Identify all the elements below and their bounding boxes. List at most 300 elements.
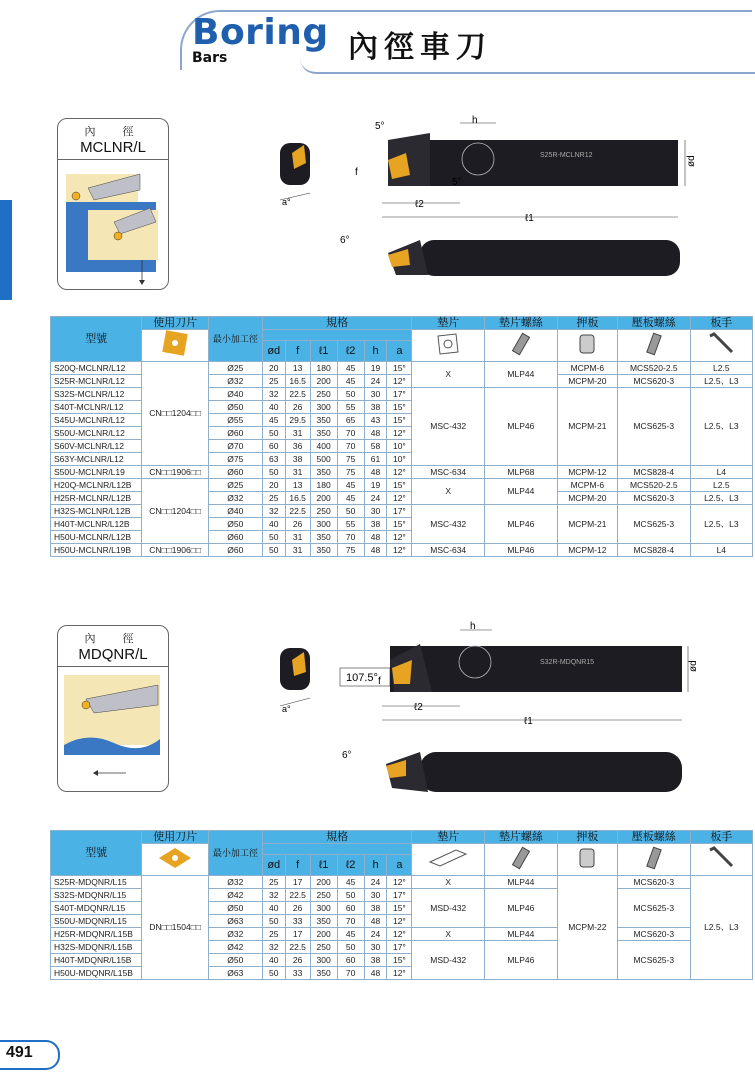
spec-l1-cell: 500 bbox=[310, 453, 337, 466]
clamp-cell: MCPM-12 bbox=[557, 544, 617, 557]
spec-a-cell: 12° bbox=[387, 466, 412, 479]
spec-a-cell: 12° bbox=[387, 544, 412, 557]
clamp-cell: MCPM-22 bbox=[557, 876, 617, 980]
spec-l2-cell: 75 bbox=[337, 544, 364, 557]
spec-a-cell: 12° bbox=[387, 375, 412, 388]
model-cell: S20Q-MCLNR/L12 bbox=[51, 362, 142, 375]
spec-d-cell: 20 bbox=[262, 479, 285, 492]
model-cell: S40T-MDQNR/L15 bbox=[51, 902, 142, 915]
shim-cell: X bbox=[412, 876, 485, 889]
col-a: a bbox=[387, 855, 412, 876]
spec-h-cell: 48 bbox=[364, 967, 387, 980]
min-bore-cell: Ø50 bbox=[208, 902, 262, 915]
col-f: f bbox=[285, 855, 310, 876]
spec-l1-cell: 350 bbox=[310, 544, 337, 557]
wrench-cell: L2.5、L3 bbox=[690, 388, 752, 466]
col-l2: ℓ2 bbox=[337, 341, 364, 362]
min-bore-cell: Ø55 bbox=[208, 414, 262, 427]
spec-h-cell: 38 bbox=[364, 401, 387, 414]
title-subtitle: Bars bbox=[192, 50, 228, 66]
type-label: 內 徑 bbox=[84, 126, 142, 138]
spec-d-cell: 32 bbox=[262, 505, 285, 518]
min-bore-cell: Ø70 bbox=[208, 440, 262, 453]
clamp-cell: MCPM-6 bbox=[557, 362, 617, 375]
spec-l2-cell: 50 bbox=[337, 889, 364, 902]
min-bore-cell: Ø32 bbox=[208, 876, 262, 889]
spec-a-cell: 15° bbox=[387, 362, 412, 375]
od-dim-label: ød bbox=[688, 660, 699, 672]
shim-cell: X bbox=[412, 362, 485, 388]
spec-d-cell: 32 bbox=[262, 889, 285, 902]
spec-d-cell: 50 bbox=[262, 544, 285, 557]
spec-f-cell: 22.5 bbox=[285, 889, 310, 902]
spec-l2-cell: 75 bbox=[337, 453, 364, 466]
type-box-mclnr bbox=[57, 118, 169, 290]
spec-l1-cell: 250 bbox=[310, 889, 337, 902]
clamp-cell: MCPM-21 bbox=[557, 388, 617, 466]
spec-d-cell: 50 bbox=[262, 915, 285, 928]
model-cell: S32S-MCLNR/L12 bbox=[51, 388, 142, 401]
spec-a-cell: 17° bbox=[387, 505, 412, 518]
spec-h-cell: 48 bbox=[364, 915, 387, 928]
model-cell: H32S-MDQNR/L15B bbox=[51, 941, 142, 954]
spec-h-cell: 24 bbox=[364, 928, 387, 941]
page-number: 491 bbox=[6, 1044, 33, 1061]
spec-f-cell: 22.5 bbox=[285, 505, 310, 518]
table-row bbox=[51, 362, 753, 375]
min-bore-cell: Ø40 bbox=[208, 505, 262, 518]
spec-h-cell: 61 bbox=[364, 453, 387, 466]
shim-icon bbox=[412, 330, 485, 362]
spec-l2-cell: 45 bbox=[337, 876, 364, 889]
spec-f-cell: 16.5 bbox=[285, 492, 310, 505]
spec-a-cell: 15° bbox=[387, 518, 412, 531]
spec-a-cell: 15° bbox=[387, 414, 412, 427]
model-cell: S63Y-MCLNR/L12 bbox=[51, 453, 142, 466]
mclnr-tool-drawing bbox=[270, 115, 710, 285]
type-label: 內 徑 bbox=[84, 633, 142, 645]
model-cell: H50U-MDQNR/L15B bbox=[51, 967, 142, 980]
spec-a-cell: 12° bbox=[387, 967, 412, 980]
h-dim-label: h bbox=[470, 621, 476, 632]
shim-screw-cell: MLP46 bbox=[485, 544, 558, 557]
model-cell: H50U-MCLNR/L19B bbox=[51, 544, 142, 557]
angle-label: 107.5° bbox=[346, 672, 378, 684]
wrench-cell: L4 bbox=[690, 544, 752, 557]
model-cell: S25R-MCLNR/L12 bbox=[51, 375, 142, 388]
spec-f-cell: 31 bbox=[285, 427, 310, 440]
spec-l1-cell: 300 bbox=[310, 954, 337, 967]
spec-a-cell: 15° bbox=[387, 479, 412, 492]
tool-marking: S25R-MCLNR12 bbox=[540, 152, 593, 159]
spec-f-cell: 38 bbox=[285, 453, 310, 466]
type-code: MCLNR/L bbox=[58, 139, 168, 160]
min-bore-cell: Ø60 bbox=[208, 427, 262, 440]
insert-cell: CN□□1906□□ bbox=[142, 544, 208, 557]
col-wrench: 板手 bbox=[690, 317, 752, 330]
wrench-cell: L2.5 bbox=[690, 362, 752, 375]
spec-l1-cell: 300 bbox=[310, 902, 337, 915]
col-clamp: 押板 bbox=[557, 317, 617, 330]
spec-l1-cell: 250 bbox=[310, 388, 337, 401]
shim-cell: MSC-432 bbox=[412, 505, 485, 544]
spec-f-cell: 31 bbox=[285, 544, 310, 557]
model-cell: S50U-MCLNR/L12 bbox=[51, 427, 142, 440]
min-bore-cell: Ø75 bbox=[208, 453, 262, 466]
spec-f-cell: 13 bbox=[285, 479, 310, 492]
min-bore-cell: Ø60 bbox=[208, 466, 262, 479]
clamp-screw-cell: MCS620-3 bbox=[617, 492, 690, 505]
clamp-cell: MCPM-20 bbox=[557, 492, 617, 505]
spec-d-cell: 20 bbox=[262, 362, 285, 375]
min-bore-cell: Ø60 bbox=[208, 531, 262, 544]
spec-h-cell: 38 bbox=[364, 902, 387, 915]
spec-l1-cell: 400 bbox=[310, 440, 337, 453]
spec-h-cell: 24 bbox=[364, 876, 387, 889]
min-bore-cell: Ø50 bbox=[208, 954, 262, 967]
spec-l1-cell: 300 bbox=[310, 401, 337, 414]
spec-d-cell: 25 bbox=[262, 876, 285, 889]
clamp-screw-cell: MCS828-4 bbox=[617, 466, 690, 479]
spec-h-cell: 38 bbox=[364, 954, 387, 967]
spec-a-cell: 15° bbox=[387, 401, 412, 414]
wrench-cell: L2.5、L3 bbox=[690, 375, 752, 388]
spec-l2-cell: 45 bbox=[337, 492, 364, 505]
spec-f-cell: 16.5 bbox=[285, 375, 310, 388]
spec-a-cell: 10° bbox=[387, 440, 412, 453]
clamp-screw-cell: MCS625-3 bbox=[617, 388, 690, 466]
min-bore-cell: Ø60 bbox=[208, 544, 262, 557]
col-spec: 規格 bbox=[262, 831, 412, 844]
min-bore-cell: Ø25 bbox=[208, 479, 262, 492]
spec-l1-cell: 200 bbox=[310, 375, 337, 388]
model-cell: H50U-MCLNR/L12B bbox=[51, 531, 142, 544]
insert-cell: CN□□1906□□ bbox=[142, 466, 208, 479]
spec-d-cell: 50 bbox=[262, 967, 285, 980]
f-dim-label: f bbox=[378, 676, 381, 687]
clamp-screw-cell: MCS828-4 bbox=[617, 544, 690, 557]
clamp-screw-cell: MCS620-3 bbox=[617, 876, 690, 889]
title-english: Boring bbox=[192, 12, 329, 53]
clamp-screw-cell: MCS625-3 bbox=[617, 505, 690, 544]
insert-icon bbox=[142, 844, 208, 876]
spec-l1-cell: 350 bbox=[310, 414, 337, 427]
spec-d-cell: 25 bbox=[262, 375, 285, 388]
wrench-icon bbox=[690, 844, 752, 876]
model-cell: S25R-MDQNR/L15 bbox=[51, 876, 142, 889]
model-cell: S50U-MCLNR/L19 bbox=[51, 466, 142, 479]
wrench-icon bbox=[690, 330, 752, 362]
spec-l2-cell: 45 bbox=[337, 362, 364, 375]
clamp-screw-icon bbox=[617, 330, 690, 362]
clamp-screw-cell: MCS625-3 bbox=[617, 941, 690, 980]
insert-cell: CN□□1204□□ bbox=[142, 362, 208, 466]
min-bore-cell: Ø32 bbox=[208, 928, 262, 941]
wrench-cell: L2.5、L3 bbox=[690, 492, 752, 505]
spec-d-cell: 60 bbox=[262, 440, 285, 453]
col-clamp: 押板 bbox=[557, 831, 617, 844]
col-min-bore: 最小加工徑 bbox=[208, 831, 262, 876]
a-angle-label: a° bbox=[282, 197, 291, 207]
table-row bbox=[51, 466, 753, 479]
col-l1: ℓ1 bbox=[310, 341, 337, 362]
spec-d-cell: 45 bbox=[262, 414, 285, 427]
min-bore-cell: Ø42 bbox=[208, 941, 262, 954]
spec-l2-cell: 50 bbox=[337, 941, 364, 954]
wrench-cell: L2.5、L3 bbox=[690, 876, 752, 980]
col-insert: 使用刀片 bbox=[142, 831, 208, 844]
spec-d-cell: 50 bbox=[262, 531, 285, 544]
spec-l1-cell: 250 bbox=[310, 505, 337, 518]
spec-d-cell: 40 bbox=[262, 518, 285, 531]
spec-l2-cell: 70 bbox=[337, 440, 364, 453]
spec-f-cell: 26 bbox=[285, 518, 310, 531]
model-cell: H20Q-MCLNR/L12B bbox=[51, 479, 142, 492]
od-dim-label: ød bbox=[686, 155, 697, 167]
l1-dim-label: ℓ1 bbox=[524, 716, 533, 727]
spec-d-cell: 50 bbox=[262, 427, 285, 440]
clamp-screw-cell: MCS520-2.5 bbox=[617, 479, 690, 492]
spec-h-cell: 24 bbox=[364, 492, 387, 505]
col-spec: 規格 bbox=[262, 317, 412, 330]
angle-side-label: 5° bbox=[452, 177, 462, 188]
shim-screw-cell: MLP46 bbox=[485, 889, 558, 928]
spec-h-cell: 48 bbox=[364, 427, 387, 440]
approach-angle-label: 6° bbox=[340, 235, 350, 246]
spec-l2-cell: 70 bbox=[337, 427, 364, 440]
mdqnr-application-diagram bbox=[58, 667, 166, 787]
min-bore-cell: Ø32 bbox=[208, 375, 262, 388]
min-bore-cell: Ø50 bbox=[208, 518, 262, 531]
col-clamp-screw: 壓板螺絲 bbox=[617, 317, 690, 330]
col-od: ød bbox=[262, 341, 285, 362]
clamp-screw-cell: MCS520-2.5 bbox=[617, 362, 690, 375]
model-cell: H25R-MCLNR/L12B bbox=[51, 492, 142, 505]
spec-l1-cell: 350 bbox=[310, 466, 337, 479]
mdqnr-tool-drawing bbox=[270, 620, 710, 800]
model-cell: S32S-MDQNR/L15 bbox=[51, 889, 142, 902]
model-cell: H40T-MDQNR/L15B bbox=[51, 954, 142, 967]
spec-f-cell: 17 bbox=[285, 876, 310, 889]
min-bore-cell: Ø40 bbox=[208, 388, 262, 401]
shim-icon bbox=[412, 844, 485, 876]
col-min-bore: 最小加工徑 bbox=[208, 317, 262, 362]
col-a: a bbox=[387, 341, 412, 362]
model-cell: S60V-MCLNR/L12 bbox=[51, 440, 142, 453]
spec-a-cell: 12° bbox=[387, 427, 412, 440]
col-h: h bbox=[364, 341, 387, 362]
spec-h-cell: 19 bbox=[364, 362, 387, 375]
clamp-cell: MCPM-12 bbox=[557, 466, 617, 479]
spec-h-cell: 43 bbox=[364, 414, 387, 427]
shim-screw-icon bbox=[485, 844, 558, 876]
model-cell: H40T-MCLNR/L12B bbox=[51, 518, 142, 531]
clamp-cell: MCPM-6 bbox=[557, 479, 617, 492]
spec-d-cell: 32 bbox=[262, 941, 285, 954]
spec-f-cell: 22.5 bbox=[285, 941, 310, 954]
spec-l2-cell: 50 bbox=[337, 388, 364, 401]
spec-f-cell: 17 bbox=[285, 928, 310, 941]
l2-dim-label: ℓ2 bbox=[415, 199, 424, 210]
title-chinese: 內徑車刀 bbox=[348, 31, 492, 64]
spec-a-cell: 12° bbox=[387, 531, 412, 544]
spec-d-cell: 40 bbox=[262, 954, 285, 967]
col-shim-screw: 墊片螺絲 bbox=[485, 317, 558, 330]
spec-a-cell: 12° bbox=[387, 915, 412, 928]
model-cell: S50U-MDQNR/L15 bbox=[51, 915, 142, 928]
min-bore-cell: Ø63 bbox=[208, 967, 262, 980]
model-cell: H25R-MDQNR/L15B bbox=[51, 928, 142, 941]
spec-a-cell: 12° bbox=[387, 928, 412, 941]
model-cell: H32S-MCLNR/L12B bbox=[51, 505, 142, 518]
spec-h-cell: 58 bbox=[364, 440, 387, 453]
min-bore-cell: Ø50 bbox=[208, 401, 262, 414]
insert-cell: CN□□1204□□ bbox=[142, 479, 208, 544]
table-row bbox=[51, 479, 753, 492]
col-shim-screw: 墊片螺絲 bbox=[485, 831, 558, 844]
spec-f-cell: 31 bbox=[285, 531, 310, 544]
shim-screw-cell: MLP44 bbox=[485, 479, 558, 505]
mclnr-application-diagram bbox=[58, 160, 166, 290]
clamp-screw-cell: MCS625-3 bbox=[617, 889, 690, 928]
spec-d-cell: 63 bbox=[262, 453, 285, 466]
spec-a-cell: 15° bbox=[387, 954, 412, 967]
spec-f-cell: 33 bbox=[285, 967, 310, 980]
shim-screw-cell: MLP44 bbox=[485, 928, 558, 941]
spec-h-cell: 38 bbox=[364, 518, 387, 531]
spec-a-cell: 15° bbox=[387, 902, 412, 915]
shim-screw-cell: MLP46 bbox=[485, 941, 558, 980]
spec-l2-cell: 55 bbox=[337, 401, 364, 414]
col-shim: 墊片 bbox=[412, 831, 485, 844]
spec-f-cell: 26 bbox=[285, 401, 310, 414]
spec-d-cell: 40 bbox=[262, 401, 285, 414]
shim-screw-cell: MLP46 bbox=[485, 388, 558, 466]
spec-l2-cell: 70 bbox=[337, 915, 364, 928]
spec-l1-cell: 250 bbox=[310, 941, 337, 954]
shim-cell: MSC-432 bbox=[412, 388, 485, 466]
spec-l1-cell: 350 bbox=[310, 915, 337, 928]
spec-l1-cell: 350 bbox=[310, 427, 337, 440]
spec-l1-cell: 350 bbox=[310, 531, 337, 544]
shim-screw-cell: MLP46 bbox=[485, 505, 558, 544]
col-h: h bbox=[364, 855, 387, 876]
table-row bbox=[51, 544, 753, 557]
model-cell: S40T-MCLNR/L12 bbox=[51, 401, 142, 414]
col-wrench: 板手 bbox=[690, 831, 752, 844]
spec-h-cell: 19 bbox=[364, 479, 387, 492]
spec-l1-cell: 200 bbox=[310, 492, 337, 505]
spec-d-cell: 50 bbox=[262, 466, 285, 479]
min-bore-cell: Ø63 bbox=[208, 915, 262, 928]
col-f: f bbox=[285, 341, 310, 362]
spec-f-cell: 36 bbox=[285, 440, 310, 453]
spec-l2-cell: 70 bbox=[337, 967, 364, 980]
spec-f-cell: 29.5 bbox=[285, 414, 310, 427]
spec-f-cell: 33 bbox=[285, 915, 310, 928]
shim-cell: MSD-432 bbox=[412, 889, 485, 928]
shim-screw-cell: MLP44 bbox=[485, 876, 558, 889]
insert-cell: DN□□1504□□ bbox=[142, 876, 208, 980]
clamp-screw-cell: MCS620-3 bbox=[617, 375, 690, 388]
col-insert: 使用刀片 bbox=[142, 317, 208, 330]
spec-l1-cell: 180 bbox=[310, 479, 337, 492]
spec-h-cell: 48 bbox=[364, 531, 387, 544]
type-code: MDQNR/L bbox=[58, 646, 168, 667]
shim-cell: MSC-634 bbox=[412, 466, 485, 479]
spec-l1-cell: 200 bbox=[310, 928, 337, 941]
type-box-mdqnr bbox=[57, 625, 169, 792]
spec-a-cell: 17° bbox=[387, 941, 412, 954]
insert-icon bbox=[142, 330, 208, 362]
spec-d-cell: 40 bbox=[262, 902, 285, 915]
col-l2: ℓ2 bbox=[337, 855, 364, 876]
shim-cell: X bbox=[412, 479, 485, 505]
approach-angle-label: 6° bbox=[342, 750, 352, 761]
shim-cell: MSD-432 bbox=[412, 941, 485, 980]
spec-l2-cell: 60 bbox=[337, 954, 364, 967]
spec-f-cell: 26 bbox=[285, 902, 310, 915]
wrench-cell: L2.5、L3 bbox=[690, 505, 752, 544]
spec-f-cell: 13 bbox=[285, 362, 310, 375]
col-od: ød bbox=[262, 855, 285, 876]
l2-dim-label: ℓ2 bbox=[414, 702, 423, 713]
spec-a-cell: 17° bbox=[387, 889, 412, 902]
spec-l2-cell: 45 bbox=[337, 375, 364, 388]
mclnr-spec-table bbox=[50, 316, 753, 557]
min-bore-cell: Ø25 bbox=[208, 362, 262, 375]
side-accent-bar bbox=[0, 200, 12, 300]
min-bore-cell: Ø42 bbox=[208, 889, 262, 902]
clamp-cell: MCPM-21 bbox=[557, 505, 617, 544]
col-model: 型號 bbox=[51, 831, 142, 876]
spec-a-cell: 10° bbox=[387, 453, 412, 466]
min-bore-cell: Ø32 bbox=[208, 492, 262, 505]
l1-dim-label: ℓ1 bbox=[525, 213, 534, 224]
spec-h-cell: 30 bbox=[364, 941, 387, 954]
spec-l2-cell: 55 bbox=[337, 518, 364, 531]
spec-l1-cell: 180 bbox=[310, 362, 337, 375]
spec-d-cell: 25 bbox=[262, 492, 285, 505]
h-dim-label: h bbox=[472, 115, 478, 126]
table-row bbox=[51, 876, 753, 889]
spec-a-cell: 17° bbox=[387, 388, 412, 401]
wrench-cell: L2.5 bbox=[690, 479, 752, 492]
tool-marking: S32R-MDQNR15 bbox=[540, 659, 595, 666]
spec-f-cell: 22.5 bbox=[285, 388, 310, 401]
spec-a-cell: 12° bbox=[387, 876, 412, 889]
spec-h-cell: 48 bbox=[364, 544, 387, 557]
shim-screw-icon bbox=[485, 330, 558, 362]
spec-a-cell: 12° bbox=[387, 492, 412, 505]
clamp-icon bbox=[557, 330, 617, 362]
spec-d-cell: 25 bbox=[262, 928, 285, 941]
spec-h-cell: 30 bbox=[364, 505, 387, 518]
spec-l2-cell: 70 bbox=[337, 531, 364, 544]
spec-h-cell: 30 bbox=[364, 889, 387, 902]
spec-f-cell: 26 bbox=[285, 954, 310, 967]
spec-h-cell: 30 bbox=[364, 388, 387, 401]
angle-top-label: 5° bbox=[375, 121, 385, 132]
spec-l2-cell: 65 bbox=[337, 414, 364, 427]
col-shim: 墊片 bbox=[412, 317, 485, 330]
spec-f-cell: 31 bbox=[285, 466, 310, 479]
clamp-cell: MCPM-20 bbox=[557, 375, 617, 388]
shim-screw-cell: MLP68 bbox=[485, 466, 558, 479]
shim-screw-cell: MLP44 bbox=[485, 362, 558, 388]
spec-h-cell: 48 bbox=[364, 466, 387, 479]
col-clamp-screw: 壓板螺絲 bbox=[617, 831, 690, 844]
